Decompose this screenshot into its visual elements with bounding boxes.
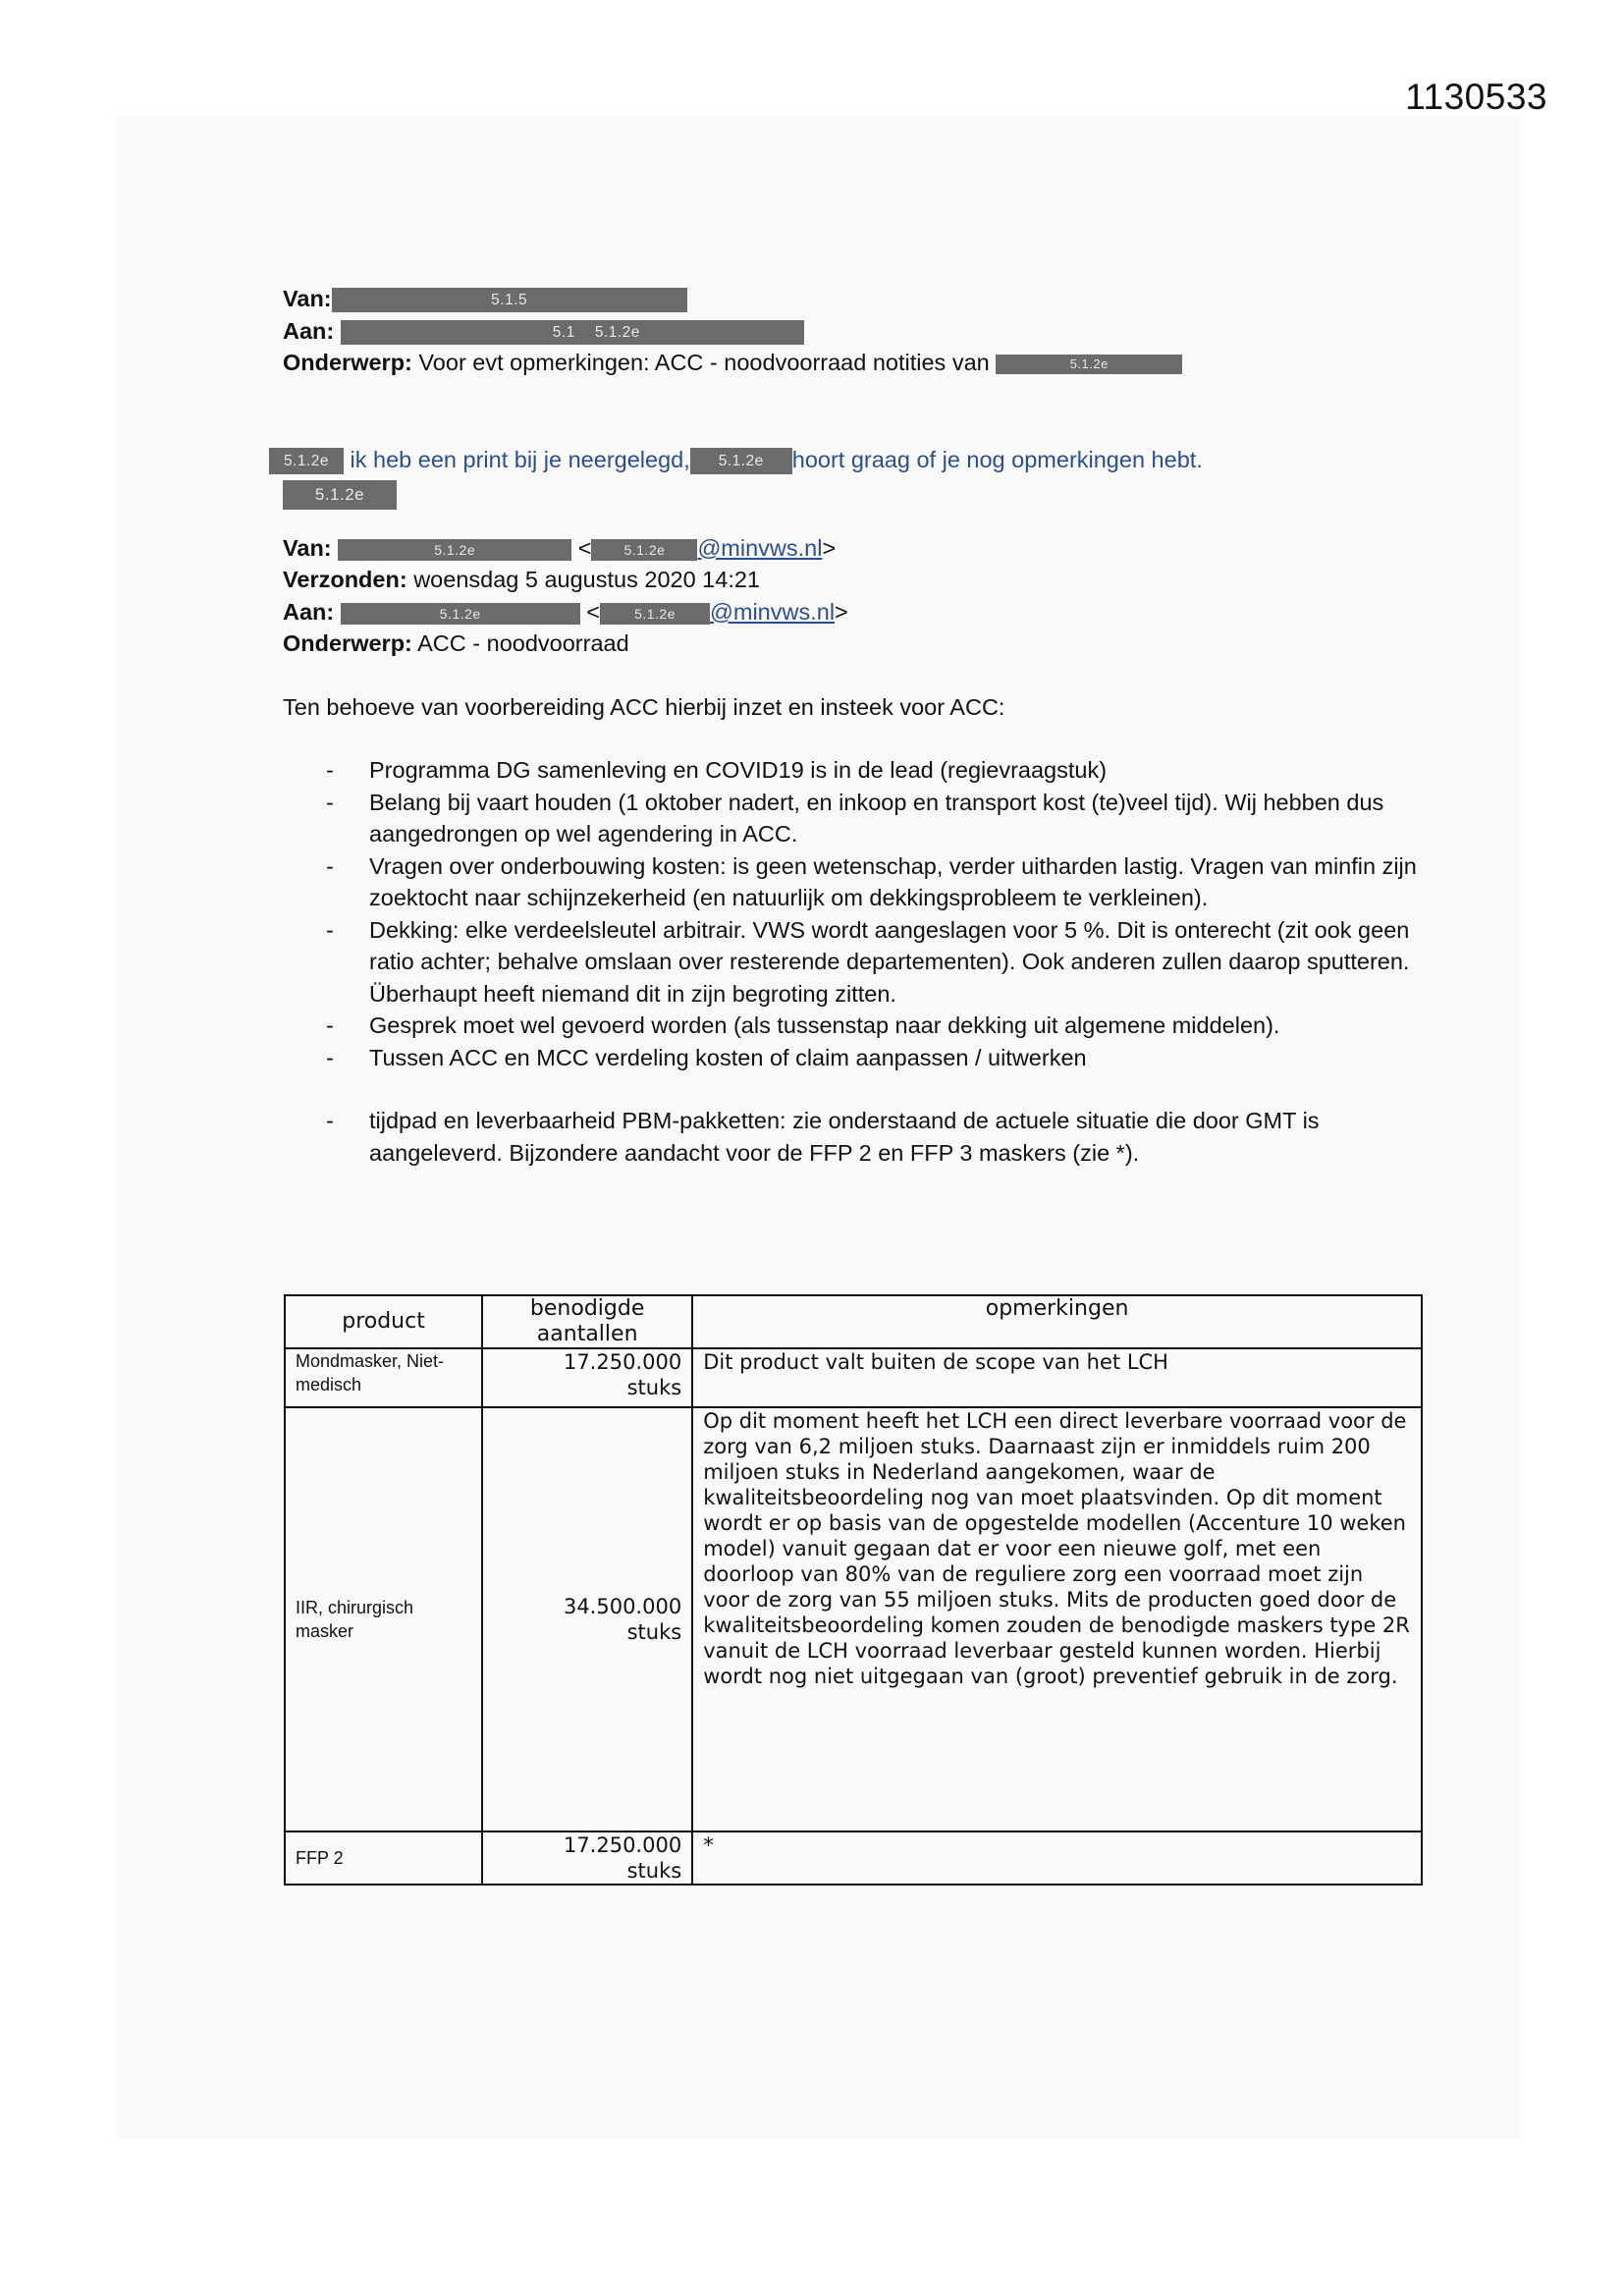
table-row: [285, 1831, 1422, 1885]
to-email-link[interactable]: @minvws.nl: [710, 598, 836, 625]
remark-cell: *: [692, 1831, 1422, 1885]
list-item-text: Belang bij vaart houden (1 oktober nadert, en inkoop en transport kost (te)veel tijd). Wij hebben dus aangedrongen op wel agendering in ACC.: [369, 789, 1384, 847]
from-email-link[interactable]: @minvws.nl: [697, 534, 823, 561]
subject-value: ACC - noodvoorraad: [417, 630, 629, 657]
subject-label: Onderwerp:: [283, 350, 412, 375]
amount-unit: stuks: [626, 1376, 682, 1399]
original-from-line: Van: 5.1.2e < 5.1.2e @minvws.nl>: [283, 534, 837, 561]
amount-value: 17.250.000: [563, 1833, 682, 1857]
sent-value: woensdag 5 augustus 2020 14:21: [413, 567, 760, 593]
redaction-box: 5.1.2e: [591, 539, 697, 561]
to-label: Aan:: [283, 598, 335, 625]
redaction-box: 5.1.2e: [341, 603, 580, 625]
original-subject-line: [283, 628, 1422, 660]
table-header-row: [285, 1295, 1422, 1348]
redaction-box: 5.1.2e: [600, 603, 710, 625]
table-row: [285, 1348, 1422, 1407]
column-header: opmerkingen: [692, 1295, 1422, 1348]
list-item-text: Dekking: elke verdeelsleutel arbitrair. VWS wordt aangeslagen voor 5 %. Dit is onterecht (zit ook geen ratio achter; behalve omslaan over resterende departementen). Ook anderen zullen daarop sputteren. Überhaupt heeft niemand dit in zijn begroting zitten.: [369, 916, 1410, 1007]
remark-cell: Op dit moment heeft het LCH een direct leverbare voorraad voor de zorg van 6,2 miljoen stuks. Daarnaast zijn er inmiddels ruim 200 miljoen stuks in Nederland aangekomen, waar de kwaliteitsbeoordeling nog van moet plaatsvinden. Op dit moment wordt er op basis van de opgestelde modellen (Accenture 10 weken model) vanuit gegaan dat er voor een nieuwe golf, met een doorloop van 80% van de reguliere zorg een voorraad moet zijn voor de zorg van 55 miljoen stuks. Mits de producten goed door de kwaliteitsbeoordeling komen zouden de benodigde maskers type 2R vanuit de LCH voorraad leverbaar gesteld kunnen worden. Hierbij wordt nog niet uitgegaan van (groot) preventief gebruik in de zorg.: [692, 1407, 1422, 1831]
redaction-code: 5.1: [552, 323, 575, 341]
forward-from-line: [283, 283, 1422, 315]
forward-subject-line: [283, 347, 1422, 379]
list-item-text: Tussen ACC en MCC verdeling kosten of claim aanpassen / uitwerken: [369, 1044, 1087, 1070]
product-cell: FFP 2: [285, 1831, 482, 1885]
column-header: benodigde aantallen: [482, 1295, 692, 1348]
signature-line: [283, 477, 1422, 510]
forward-note: [269, 444, 1422, 476]
list-item: - Belang bij vaart houden (1 oktober nadert, en inkoop en transport kost (te)veel tijd). Wij hebben dus aangedrongen op wel agendering in ACC.: [326, 789, 1384, 847]
redaction-box: 5.1.2e: [338, 539, 571, 561]
amount-unit: stuks: [626, 1859, 682, 1883]
intro-paragraph: Ten behoeve van voorbereiding ACC hierbij inzet en insteek voor ACC:: [283, 693, 1005, 720]
note-text-2: hoort graag of je nog opmerkingen hebt.: [791, 446, 1203, 472]
bullet-list: [283, 754, 1422, 1073]
pbm-table: [284, 1294, 1423, 1886]
bullet-list: [283, 1105, 1422, 1169]
list-item-text: Programma DG samenleving en COVID19 is in de lead (regievraagstuk): [369, 757, 1108, 784]
list-item: - Vragen over onderbouwing kosten: is geen wetenschap, verder uitharden lastig. Vragen van minfin zijn zoektocht naar schijnzekerheid (en natuurlijk om dekkingsprobleem te verkleinen).: [326, 852, 1417, 911]
redaction-box: 5.1.5: [332, 288, 687, 312]
subject-label: Onderwerp:: [283, 630, 412, 657]
redaction-box: 5.1.2e: [690, 448, 792, 474]
amount-value: 17.250.000: [563, 1350, 682, 1374]
sent-label: Verzonden:: [283, 567, 407, 593]
redaction-code: 5.1.2e: [594, 323, 640, 341]
list-item-text: Vragen over onderbouwing kosten: is geen wetenschap, verder uitharden lastig. Vragen van minfin zijn zoektocht naar schijnzekerheid (en natuurlijk om dekkingsprobleem te verkleinen).: [369, 852, 1417, 911]
product-cell: Mondmasker, Niet-medisch: [285, 1348, 482, 1407]
original-to-line: Aan: 5.1.2e < 5.1.2e @minvws.nl>: [283, 598, 848, 625]
amount-cell: [482, 1831, 692, 1885]
amount-unit: stuks: [626, 1620, 682, 1644]
list-item: - Tussen ACC en MCC verdeling kosten of claim aanpassen / uitwerken: [326, 1044, 1087, 1070]
list-item: - tijdpad en leverbaarheid PBM-pakketten: zie onderstaand de actuele situatie die door GMT is aangeleverd. Bijzondere aandacht voor de FFP 2 en FFP 3 maskers (zie *).: [326, 1108, 1320, 1166]
redaction-box: 5.1.2e: [269, 448, 344, 474]
email-body: [283, 283, 1422, 1169]
redaction-box: 5.1.2e: [996, 355, 1182, 374]
note-text-1: ik heb een print bij je neergelegd,: [350, 446, 690, 472]
amount-value: 34.500.000: [563, 1595, 682, 1618]
sent-line: [283, 564, 1422, 596]
from-label: Van:: [283, 534, 332, 561]
document-number: 1130533: [1405, 77, 1547, 117]
table-row: [285, 1407, 1422, 1831]
remark-cell: Dit product valt buiten de scope van het LCH: [692, 1348, 1422, 1407]
redaction-box: [341, 320, 804, 345]
from-label: Van:: [283, 286, 332, 311]
list-item: - Programma DG samenleving en COVID19 is in de lead (regievraagstuk): [326, 757, 1108, 784]
product-cell: IIR, chirurgisch masker: [285, 1407, 482, 1831]
list-item: - Gesprek moet wel gevoerd worden (als tussenstap naar dekking uit algemene middelen).: [326, 1012, 1280, 1039]
redaction-box: 5.1.2e: [283, 480, 397, 510]
list-item-text: tijdpad en leverbaarheid PBM-pakketten: zie onderstaand de actuele situatie die door GMT is aangeleverd. Bijzondere aandacht voor de FFP 2 en FFP 3 maskers (zie *).: [369, 1108, 1320, 1166]
list-item: - Dekking: elke verdeelsleutel arbitrair. VWS wordt aangeslagen voor 5 %. Dit is onterecht (zit ook geen ratio achter; behalve omslaan over resterende departementen). Ook anderen zullen daarop sputteren. Überhaupt heeft niemand dit in zijn begroting zitten.: [326, 916, 1410, 1007]
list-item-text: Gesprek moet wel gevoerd worden (als tussenstap naar dekking uit algemene middelen).: [369, 1012, 1280, 1039]
amount-cell: [482, 1407, 692, 1831]
column-header: product: [285, 1295, 482, 1348]
amount-cell: [482, 1348, 692, 1407]
forward-to-line: [283, 315, 1422, 348]
to-label: Aan:: [283, 317, 335, 344]
subject-text: Voor evt opmerkingen: ACC - noodvoorraad notities van: [418, 350, 990, 375]
